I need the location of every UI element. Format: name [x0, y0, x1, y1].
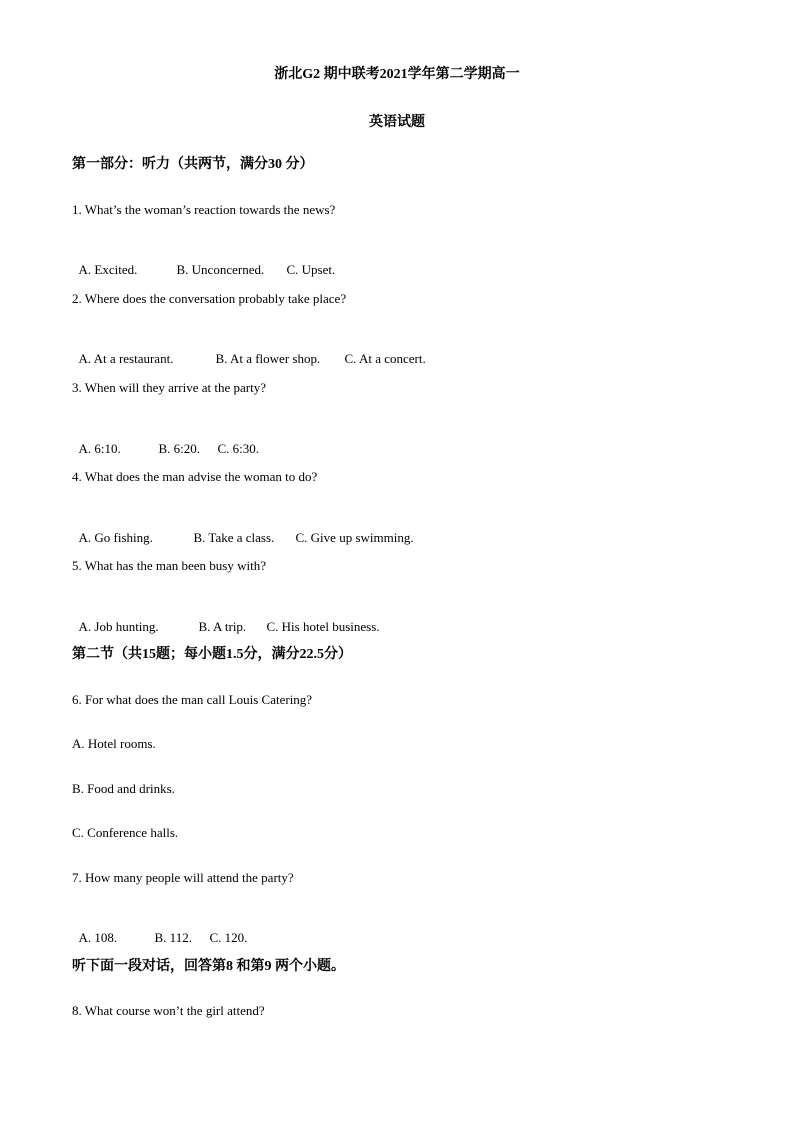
exam-subtitle: 英语试题	[369, 115, 425, 130]
option-c: C. Upset.	[286, 262, 336, 277]
option-a: A. 108.	[78, 930, 118, 945]
option-6c: C. Conference halls.	[72, 825, 179, 840]
option-c: C. 6:30.	[217, 441, 260, 456]
option-a: A. Excited.	[78, 262, 138, 277]
question-1: 1. What’s the woman’s reaction towards the news?	[72, 202, 336, 217]
option-c: C. 120.	[209, 930, 248, 945]
option-b: B. Take a class.	[193, 530, 275, 545]
option-c: C. His hotel business.	[266, 619, 380, 634]
question-3: 3. When will they arrive at the party?	[72, 380, 266, 395]
option-a: A. Job hunting.	[78, 619, 159, 634]
option-6a: A. Hotel rooms.	[72, 736, 156, 751]
option-b: B. 6:20.	[158, 441, 201, 456]
options-7	[72, 914, 247, 946]
options-3	[72, 425, 259, 457]
question-2: 2. Where does the conversation probably take place?	[72, 291, 347, 306]
part1-heading: 第一部分：听力（共两节，满分30 分）	[72, 157, 314, 172]
option-b: B. A trip.	[198, 619, 247, 634]
option-c: C. At a concert.	[344, 351, 426, 366]
option-c: C. Give up swimming.	[295, 530, 414, 545]
options-1	[72, 246, 335, 278]
exam-title: 浙北G2 期中联考2021学年第二学期高一	[274, 67, 520, 82]
options-4	[72, 514, 414, 546]
option-a: A. Go fishing.	[78, 530, 153, 545]
option-b: B. 112.	[154, 930, 192, 945]
question-7: 7. How many people will attend the party?	[72, 870, 294, 885]
options-5	[72, 603, 380, 635]
option-b: B. At a flower shop.	[215, 351, 321, 366]
option-6b: B. Food and drinks.	[72, 781, 175, 796]
dialog-heading: 听下面一段对话，回答第8 和第9 两个小题。	[72, 959, 345, 974]
options-2	[72, 335, 426, 367]
option-a: A. At a restaurant.	[78, 351, 174, 366]
question-5: 5. What has the man been busy with?	[72, 558, 266, 573]
option-b: B. Unconcerned.	[176, 262, 265, 277]
question-8: 8. What course won’t the girl attend?	[72, 1003, 265, 1018]
question-4: 4. What does the man advise the woman to do?	[72, 469, 318, 484]
section2-heading: 第二节（共15题；每小题1.5分，满分22.5分）	[72, 647, 352, 662]
option-a: A. 6:10.	[78, 441, 121, 456]
question-6: 6. For what does the man call Louis Catering?	[72, 692, 313, 707]
